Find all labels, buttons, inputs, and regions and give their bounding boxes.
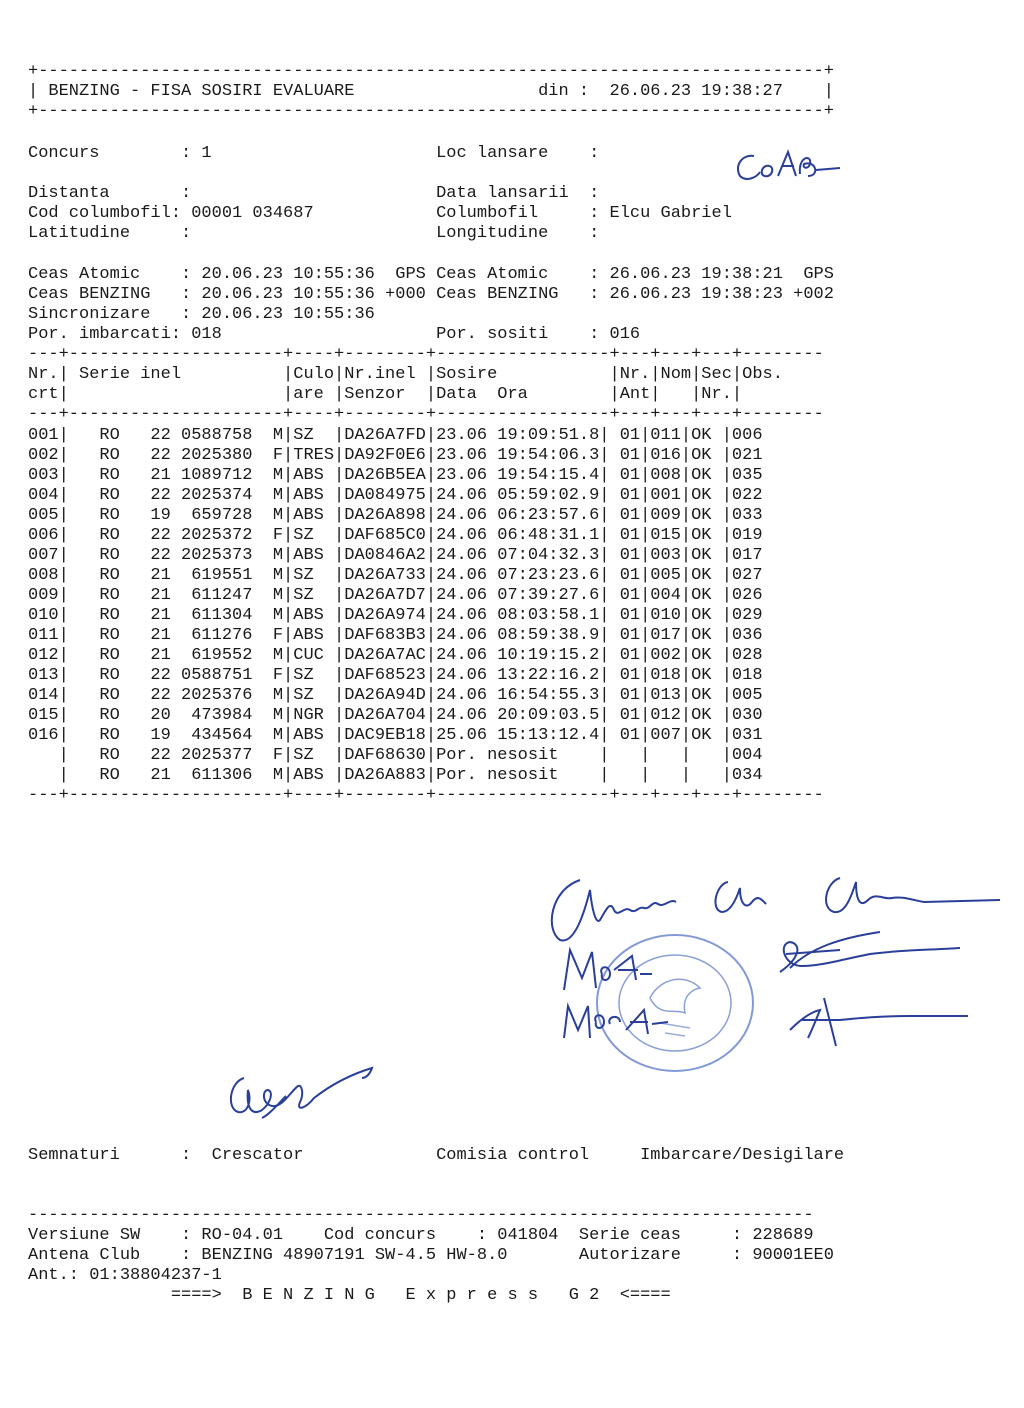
footer-banner: ====> B E N Z I N G E x p r e s s G 2 <====	[28, 1286, 671, 1305]
table-row: 002| RO 22 2025380 F|TRES|DA92F0E6|23.06 19:54:06.3| 01|016|OK |021	[28, 446, 763, 465]
table-rule: ---+---------------------+----+--------+-----------------+---+---+---+--------	[28, 345, 824, 364]
info-sincronizare: Sincronizare : 20.06.23 10:55:36	[28, 305, 375, 324]
table-row: 010| RO 21 611304 M|ABS |DA26A974|24.06 08:03:58.1| 01|010|OK |029	[28, 606, 763, 625]
table-header: Nr.| Serie inel |Culo|Nr.inel |Sosire |Nr.|Nom|Sec|Obs.	[28, 365, 783, 384]
info-ceas-atomic: Ceas Atomic : 20.06.23 10:55:36 GPS Ceas Atomic : 26.06.23 19:38:21 GPS	[28, 265, 834, 284]
table-row: 015| RO 20 473984 M|NGR |DA26A704|24.06 20:09:03.5| 01|012|OK |030	[28, 706, 763, 725]
table-row: 009| RO 21 611247 M|SZ |DA26A7D7|24.06 07:39:27.6| 01|004|OK |026	[28, 586, 763, 605]
table-row: 008| RO 21 619551 M|SZ |DA26A733|24.06 07:23:23.6| 01|005|OK |027	[28, 566, 763, 585]
table-row: 003| RO 21 1089712 M|ABS |DA26B5EA|23.06 19:54:15.4| 01|008|OK |035	[28, 466, 763, 485]
info-ceas-benzing: Ceas BENZING : 20.06.23 10:55:36 +000 Ceas BENZING : 26.06.23 19:38:23 +002	[28, 285, 834, 304]
table-row: 013| RO 22 0588751 F|SZ |DAF68523|24.06 13:22:16.2| 01|018|OK |018	[28, 666, 763, 685]
info-cod-columbofil: Cod columbofil: 00001 034687 Columbofil : Elcu Gabriel	[28, 204, 732, 223]
handwritten-loc-note	[732, 146, 842, 192]
footer-version: Versiune SW : RO-04.01 Cod concurs : 041804 Serie ceas : 228689	[28, 1226, 814, 1245]
signatures-line: Semnaturi : Crescator Comisia control Imbarcare/Desigilare	[28, 1146, 845, 1165]
table-row: 001| RO 22 0588758 M|SZ |DA26A7FD|23.06 19:09:51.8| 01|011|OK |006	[28, 426, 763, 445]
info-porumbei: Por. imbarcati: 018 Por. sositi : 016	[28, 325, 641, 344]
table-row: 005| RO 19 659728 M|ABS |DA26A898|24.06 06:23:57.6| 01|009|OK |033	[28, 506, 763, 525]
table-row: 006| RO 22 2025372 F|SZ |DAF685C0|24.06 06:48:31.1| 01|015|OK |019	[28, 526, 763, 545]
table-row: 007| RO 22 2025373 M|ABS |DA0846A2|24.06 07:04:32.3| 01|003|OK |017	[28, 546, 763, 565]
table-row: 014| RO 22 2025376 M|SZ |DA26A94D|24.06 16:54:55.3| 01|013|OK |005	[28, 686, 763, 705]
footer-ant: Ant.: 01:38804237-1	[28, 1266, 222, 1285]
table-row: 012| RO 21 619552 M|CUC |DA26A7AC|24.06 10:19:15.2| 01|002|OK |028	[28, 646, 763, 665]
breeder-signature	[222, 1060, 382, 1136]
header-border-top: +-----------------------------------------------------------------------------+	[28, 62, 834, 81]
header-title: | BENZING - FISA SOSIRI EVALUARE din : 26.06.23 19:38:27 |	[28, 82, 834, 101]
table-row: 011| RO 21 611276 F|ABS |DAF683B3|24.06 08:59:38.9| 01|017|OK |036	[28, 626, 763, 645]
info-distanta: Distanta : Data lansarii :	[28, 184, 600, 203]
info-concurs: Concurs : 1 Loc lansare :	[28, 144, 600, 163]
table-row: 004| RO 22 2025374 M|ABS |DA084975|24.06 05:59:02.9| 01|001|OK |022	[28, 486, 763, 505]
table-row: 016| RO 19 434564 M|ABS |DAC9EB18|25.06 15:13:12.4| 01|007|OK |031	[28, 726, 763, 745]
table-rule: ---+---------------------+----+--------+-----------------+---+---+---+--------	[28, 786, 824, 805]
table-row: | RO 21 611306 M|ABS |DA26A883|Por. nesosit | | | |034	[28, 766, 763, 785]
table-row: | RO 22 2025377 F|SZ |DAF68630|Por. nesosit | | | |004	[28, 746, 763, 765]
table-header: crt| |are |Senzor |Data Ora |Ant| |Nr.|	[28, 385, 743, 404]
header-border-bottom: +-----------------------------------------------------------------------------+	[28, 102, 834, 121]
footer-rule: -----------------------------------------------------------------------------	[28, 1206, 814, 1225]
table-rule: ---+---------------------+----+--------+-----------------+---+---+---+--------	[28, 405, 824, 424]
footer-antena: Antena Club : BENZING 48907191 SW-4.5 HW-8.0 Autorizare : 90001EE0	[28, 1246, 834, 1265]
info-latitudine: Latitudine : Longitudine :	[28, 224, 600, 243]
commission-signature	[540, 870, 1010, 1066]
